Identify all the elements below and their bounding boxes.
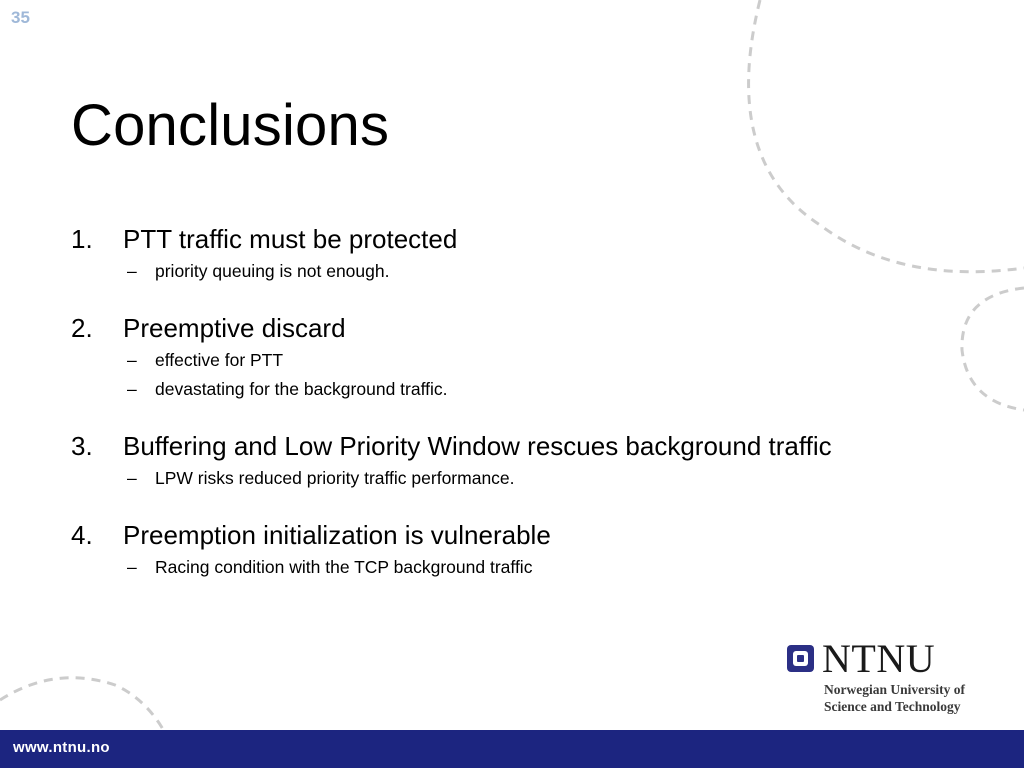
sub-bullet-text: Racing condition with the TCP background traffic [155,557,533,577]
slide-number: 35 [11,8,30,27]
sub-bullet [71,257,971,286]
item-number: 4. [71,520,93,550]
conclusion-heading [71,518,971,553]
slide-title: Conclusions [71,93,390,158]
conclusion-item-2 [71,311,971,404]
sub-bullet-list [71,464,971,493]
sub-bullet [71,375,971,404]
conclusion-heading [71,311,971,346]
sub-bullet-text: LPW risks reduced priority traffic performance. [155,468,515,488]
item-text: Buffering and Low Priority Window rescues background traffic [123,431,832,461]
item-number: 1. [71,224,93,254]
sub-bullet-text: effective for PTT [155,350,284,370]
sub-bullet-marker: – [127,557,137,577]
sub-bullet-marker: – [127,468,137,488]
conclusion-item-1 [71,222,971,286]
ntnu-wordmark: NTNU [822,636,936,681]
sub-bullet-list [71,346,971,404]
sub-bullet-list [71,553,971,582]
ntnu-tagline-line1: Norwegian University of [824,682,965,697]
sub-bullet-text: devastating for the background traffic. [155,379,448,399]
sub-bullet [71,553,971,582]
conclusion-heading [71,222,971,257]
sub-bullet-marker: – [127,261,137,281]
conclusions-list [71,222,971,607]
conclusion-heading [71,429,971,464]
sub-bullet-list [71,257,971,286]
conclusion-item-4 [71,518,971,582]
item-text: Preemptive discard [123,313,346,343]
ntnu-tagline [824,681,965,715]
item-text: Preemption initialization is vulnerable [123,520,551,550]
sub-bullet-text: priority queuing is not enough. [155,261,390,281]
item-number: 2. [71,313,93,343]
item-number: 3. [71,431,93,461]
ntnu-logo [786,636,1006,721]
footer-bar [0,730,1024,768]
conclusion-item-3 [71,429,971,493]
footer-url: www.ntnu.no [13,739,110,756]
ntnu-logo-icon [787,645,814,672]
sub-bullet-marker: – [127,379,137,399]
sub-bullet-marker: – [127,350,137,370]
ntnu-tagline-line2: Science and Technology [824,699,961,714]
sub-bullet [71,464,971,493]
item-text: PTT traffic must be protected [123,224,458,254]
decorative-arc-right [962,288,1024,410]
sub-bullet [71,346,971,375]
